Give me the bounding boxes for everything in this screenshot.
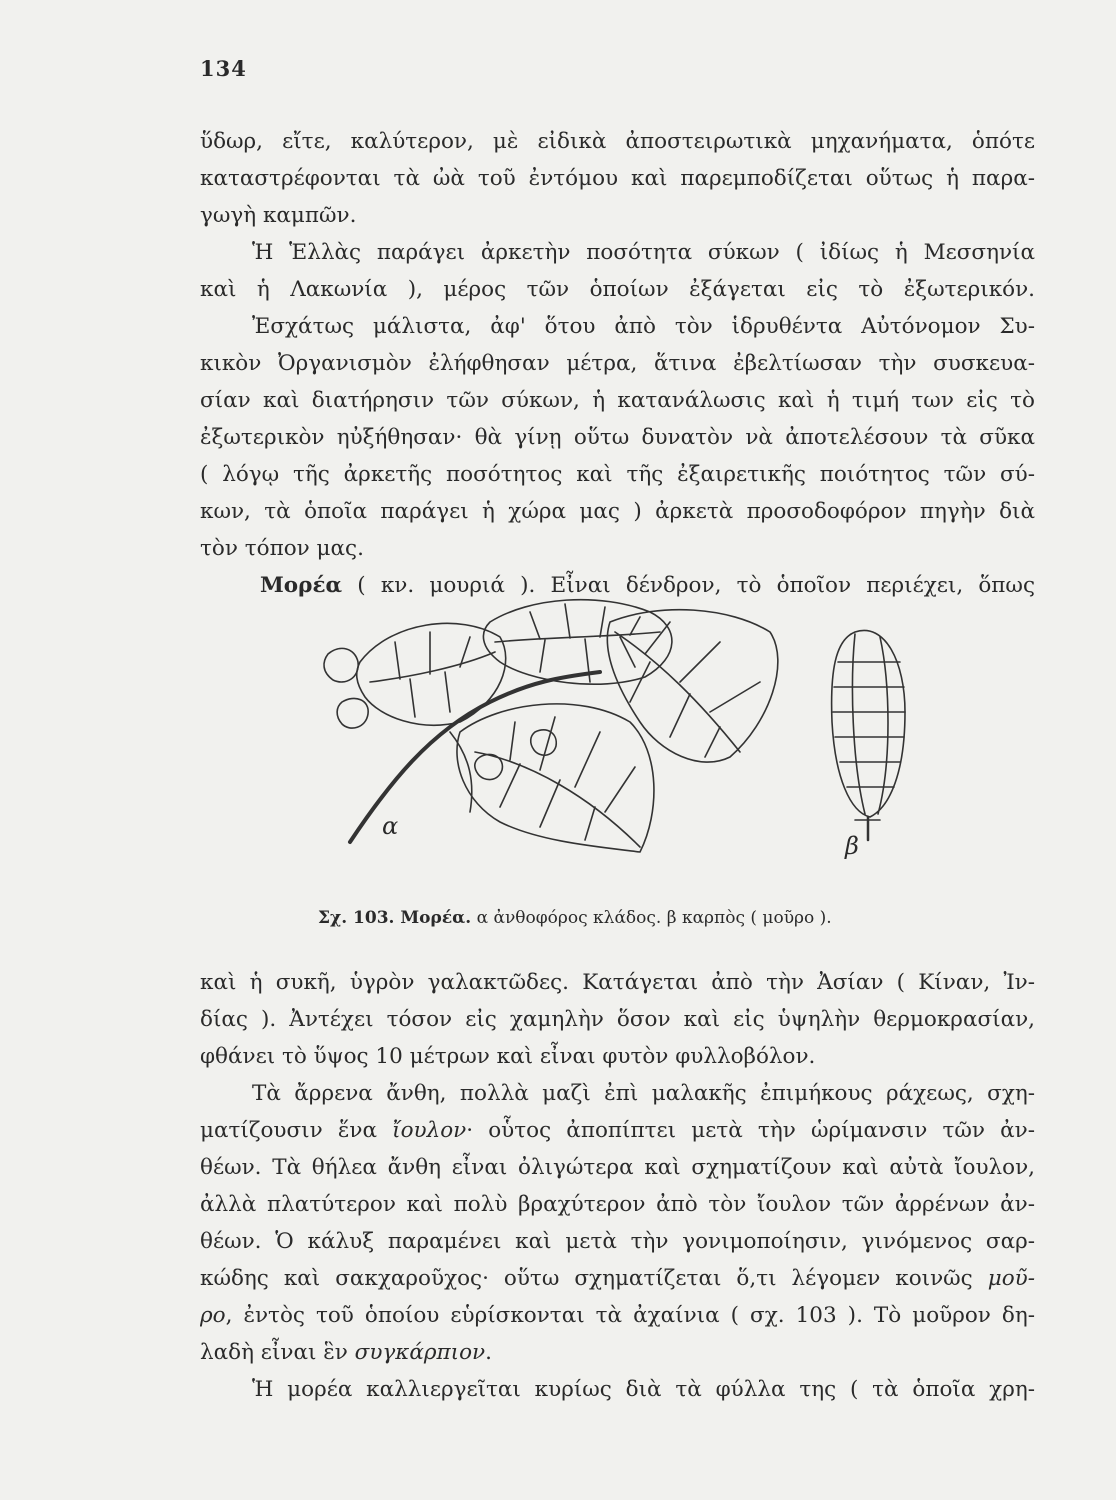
text-line: καταστρέφονται τὰ ὠὰ τοῦ ἐντόμου καὶ παρεμποδίζεται οὕτως ἡ παρα- (200, 166, 1035, 191)
text-line: κικὸν Ὀργανισμὸν ἐλήφθησαν μέτρα, ἅτινα ἐβελτίωσαν τὴν συσκευα- (200, 351, 1035, 376)
headword-morea: Μορέα (260, 573, 343, 598)
page-number: 134 (200, 56, 247, 81)
figure-caption (318, 908, 1018, 928)
text-line: σίαν καὶ διατήρησιν τῶν σύκων, ἡ κατανάλωσις καὶ ἡ τιμή των εἰς τὸ (200, 388, 1035, 413)
text-line (200, 1112, 1035, 1149)
text-span: · οὗτος ἀποπίπτει μετὰ τὴν ὡρίμανσιν τῶν ἀν- (466, 1118, 1035, 1143)
text-line: τὸν τόπον μας. (200, 536, 364, 561)
text-span: , ἐντὸς τοῦ ὁποίου εὑρίσκονται τὰ ἀχαίνια ( σχ. 103 ). Τὸ μοῦρον δη- (225, 1303, 1035, 1328)
text-line: Ἐσχάτως μάλιστα, ἀφ' ὅτου ἀπὸ τὸν ἱδρυθέντα Αὐτόνομον Συ- (252, 314, 1035, 339)
term-ioulon: ἴουλον (392, 1118, 467, 1143)
text-span: λαδὴ εἶναι ἓν (200, 1340, 355, 1365)
text-before-figure (200, 123, 1035, 604)
text-line (200, 1334, 1035, 1371)
figure-label-b: β (845, 832, 859, 860)
text-span: κώδης καὶ σακχαροῦχος· οὕτω σχηματίζεται ὅ,τι λέγομεν κοινῶς (200, 1266, 988, 1291)
text-line: Ἡ μορέα καλλιεργεῖται κυρίως διὰ τὰ φύλλα της ( τὰ ὁποῖα χρη- (252, 1377, 1035, 1402)
term-synkarpion: συγκάρπιον (354, 1340, 486, 1365)
text-line: ἀλλὰ πλατύτερον καὶ πολὺ βραχύτερον ἀπὸ τὸν ἴουλον τῶν ἀρρένων ἀν- (200, 1192, 1035, 1217)
text-line: Ἡ Ἑλλὰς παράγει ἀρκετὴν ποσότητα σύκων ( ἰδίως ἡ Μεσσηνία (252, 240, 1035, 265)
text-line: θέων. Ὁ κάλυξ παραμένει καὶ μετὰ τὴν γονιμοποίησιν, γινόμενος σαρ- (200, 1229, 1035, 1254)
caption-text: α ἀνθοφόρος κλάδος. β καρπὸς ( μοῦρο ). (476, 908, 832, 928)
text-line: ὕδωρ, εἴτε, καλύτερον, μὲ εἰδικὰ ἀποστειρωτικὰ μηχανήματα, ὁπότε (200, 129, 1035, 154)
term-mouro-end: ρο (200, 1303, 226, 1328)
text-line (200, 1297, 1035, 1334)
text-line: καὶ ἡ συκῆ, ὑγρὸν γαλακτῶδες. Κατάγεται ἀπὸ τὴν Ἀσίαν ( Κίναν, Ἰν- (200, 970, 1035, 995)
text-line: φθάνει τὸ ὕψος 10 μέτρων καὶ εἶναι φυτὸν φυλλοβόλον. (200, 1044, 816, 1069)
figure-label-a: α (382, 812, 399, 840)
text-span: ματίζουσιν ἕνα (200, 1118, 393, 1143)
text-line: δίας ). Ἀντέχει τόσον εἰς χαμηλὴν ὅσον καὶ εἰς ὑψηλὴν θερμοκρασίαν, (200, 1007, 1035, 1032)
text-line: ἐξωτερικὸν ηὐξήθησαν· θὰ γίνῃ οὕτω δυνατὸν νὰ ἀποτελέσουν τὰ σῦκα (200, 425, 1035, 450)
text-after-figure (200, 964, 1035, 1408)
text-line (200, 1260, 1035, 1297)
mulberry-illustration (300, 582, 940, 862)
text-line: θέων. Τὰ θήλεα ἄνθη εἶναι ὀλιγώτερα καὶ σχηματίζουν καὶ αὐτὰ ἴουλον, (200, 1155, 1035, 1180)
text-line: Τὰ ἄρρενα ἄνθη, πολλὰ μαζὶ ἐπὶ μαλακῆς ἐπιμήκους ράχεως, σχη- (252, 1081, 1035, 1106)
caption-label: Σχ. 103. Μορέα. (318, 908, 472, 928)
text-line: κων, τὰ ὁποῖα παράγει ἡ χώρα μας ) ἀρκετὰ προσοδοφόρον πηγὴν διὰ (200, 499, 1035, 524)
term-mouro: μοῦ- (987, 1266, 1035, 1291)
text-span: . (485, 1340, 492, 1365)
text-line: ( λόγῳ τῆς ἀρκετῆς ποσότητος καὶ τῆς ἐξαιρετικῆς ποιότητος τῶν σύ- (200, 462, 1035, 487)
morea-line-rest: ( κν. μουριά ). Εἶναι δένδρον, τὸ ὁποῖον περιέχει, ὅπως (357, 573, 1035, 598)
text-line: γωγὴ καμπῶν. (200, 203, 357, 228)
text-line: καὶ ἡ Λακωνία ), μέρος τῶν ὁποίων ἐξάγεται εἰς τὸ ἐξωτερικόν. (200, 277, 1035, 302)
